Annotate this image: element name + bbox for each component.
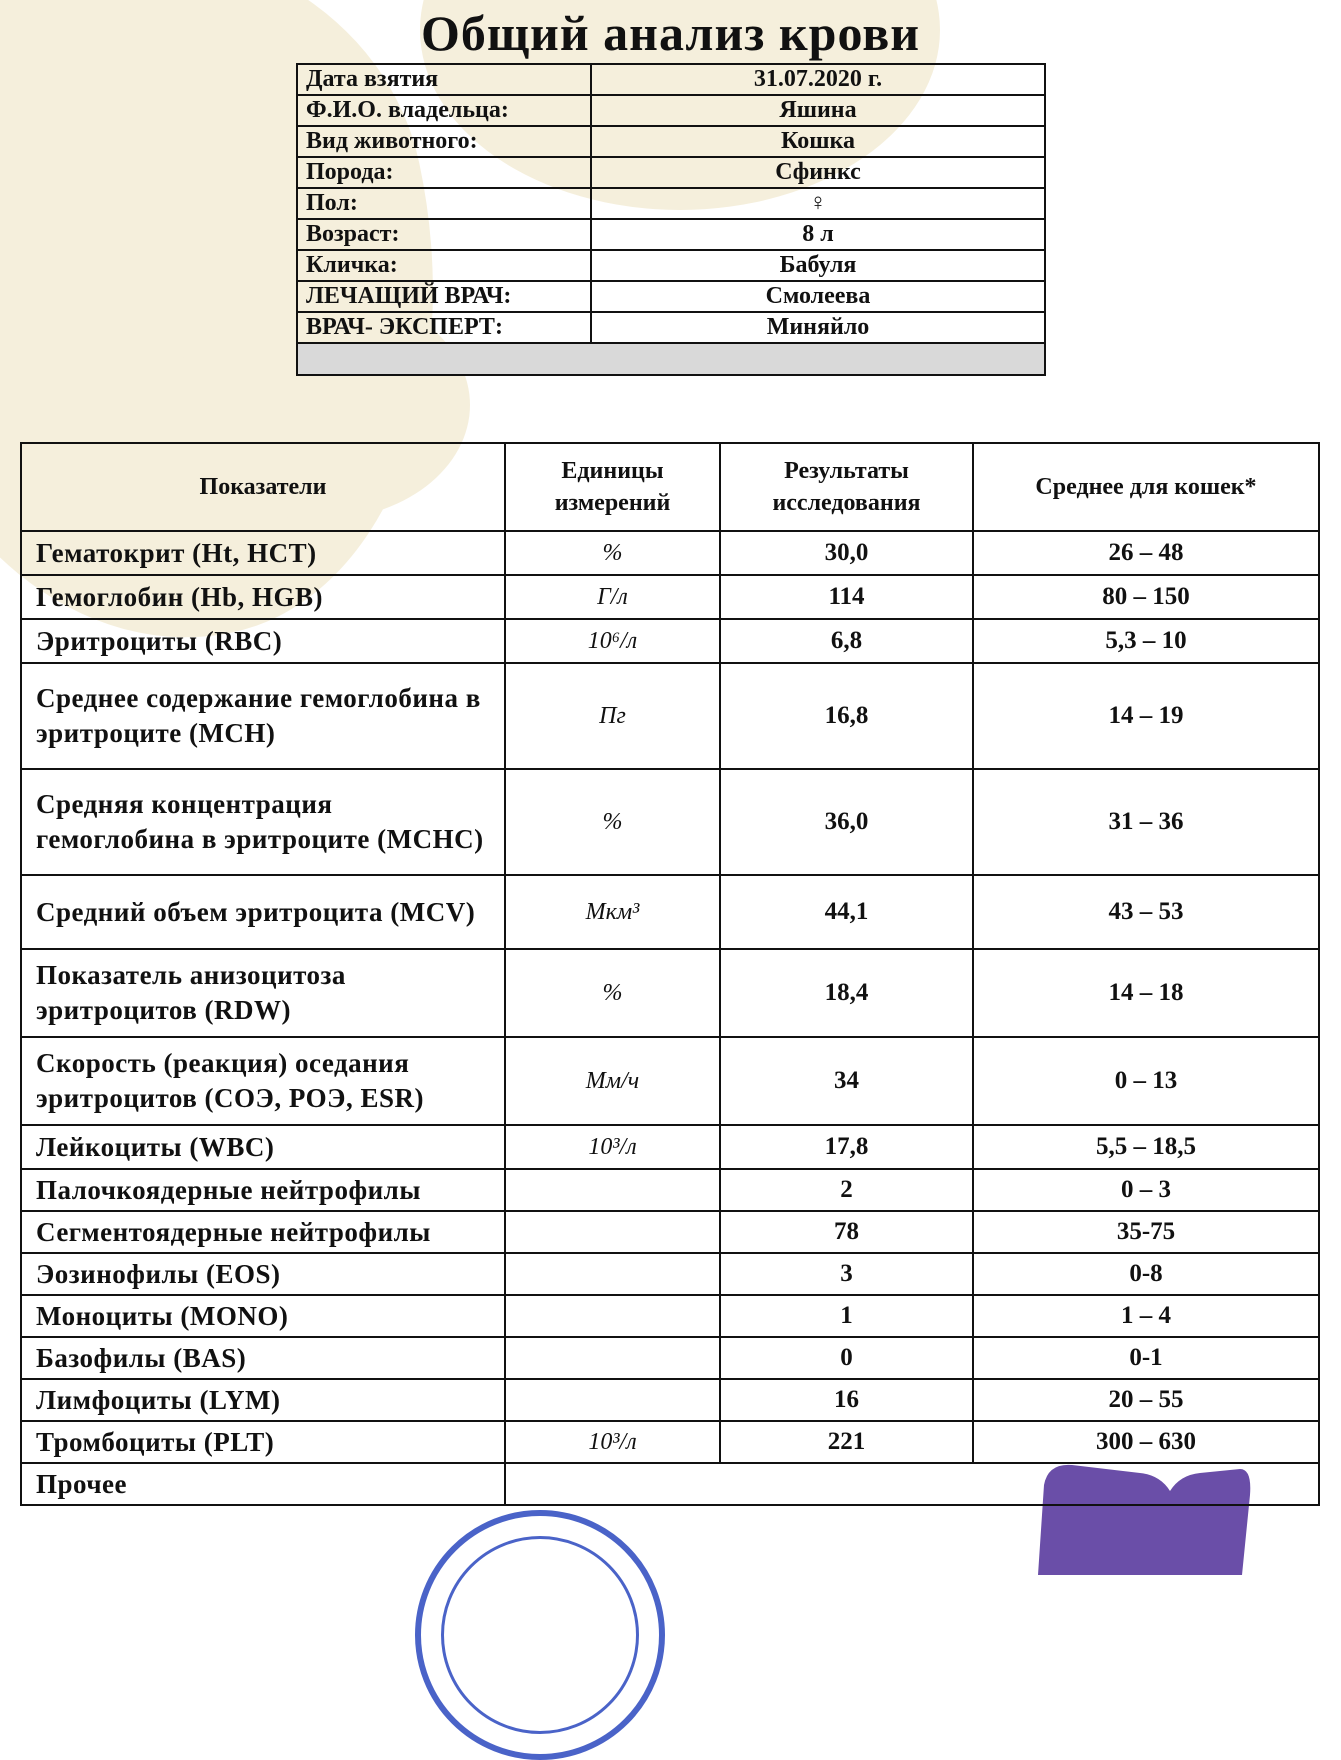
- indicator-name: Тромбоциты (PLT): [21, 1421, 505, 1463]
- info-label: Дата взятия: [297, 64, 591, 95]
- header-reference: Среднее для кошек*: [973, 443, 1319, 531]
- reference-cell: 0 – 13: [973, 1037, 1319, 1125]
- table-row: [21, 663, 1319, 769]
- reference-cell: 31 – 36: [973, 769, 1319, 875]
- result-cell: 6,8: [720, 619, 973, 663]
- table-row: [21, 1421, 1319, 1463]
- unit-cell: [505, 1379, 720, 1421]
- stamp-seal: [415, 1510, 665, 1760]
- result-cell: 1: [720, 1295, 973, 1337]
- info-value: 8 л: [591, 219, 1045, 250]
- table-row: [21, 949, 1319, 1037]
- info-label: ЛЕЧАЩИЙ ВРАЧ:: [297, 281, 591, 312]
- result-cell: 0: [720, 1337, 973, 1379]
- info-value: Бабуля: [591, 250, 1045, 281]
- info-label: Пол:: [297, 188, 591, 219]
- unit-cell: [505, 1253, 720, 1295]
- result-cell: 30,0: [720, 531, 973, 575]
- unit-cell: 10³/л: [505, 1421, 720, 1463]
- info-label: ВРАЧ- ЭКСПЕРТ:: [297, 312, 591, 343]
- result-cell: 221: [720, 1421, 973, 1463]
- reference-cell: 0-1: [973, 1337, 1319, 1379]
- unit-cell: %: [505, 769, 720, 875]
- unit-cell: %: [505, 949, 720, 1037]
- result-cell: 34: [720, 1037, 973, 1125]
- reference-cell: 0 – 3: [973, 1169, 1319, 1211]
- info-value: Кошка: [591, 126, 1045, 157]
- table-row: [21, 1125, 1319, 1169]
- reference-cell: 5,3 – 10: [973, 619, 1319, 663]
- info-row: [297, 64, 1045, 95]
- table-row: [21, 1037, 1319, 1125]
- indicator-name: Моноциты (MONO): [21, 1295, 505, 1337]
- other-value: [505, 1463, 1319, 1505]
- result-cell: 3: [720, 1253, 973, 1295]
- unit-cell: Пг: [505, 663, 720, 769]
- result-cell: 78: [720, 1211, 973, 1253]
- indicator-name: Лимфоциты (LYM): [21, 1379, 505, 1421]
- indicator-name: Сегментоядерные нейтрофилы: [21, 1211, 505, 1253]
- result-cell: 114: [720, 575, 973, 619]
- table-row: [21, 1379, 1319, 1421]
- info-value: Сфинкс: [591, 157, 1045, 188]
- blank-cell: [297, 343, 1045, 375]
- table-row: [21, 769, 1319, 875]
- unit-cell: [505, 1169, 720, 1211]
- reference-cell: 26 – 48: [973, 531, 1319, 575]
- table-row: [21, 1211, 1319, 1253]
- info-row: [297, 281, 1045, 312]
- info-row: [297, 219, 1045, 250]
- reference-cell: 14 – 18: [973, 949, 1319, 1037]
- result-cell: 16,8: [720, 663, 973, 769]
- unit-cell: Мм/ч: [505, 1037, 720, 1125]
- info-row: [297, 188, 1045, 219]
- table-row: [21, 1253, 1319, 1295]
- table-row: [21, 1169, 1319, 1211]
- reference-cell: 20 – 55: [973, 1379, 1319, 1421]
- indicator-name: Средняя концентрация гемоглобина в эритроците (MCHC): [21, 769, 505, 875]
- unit-cell: [505, 1211, 720, 1253]
- indicator-name: Гемоглобин (Hb, HGB): [21, 575, 505, 619]
- info-label: Ф.И.О. владельца:: [297, 95, 591, 126]
- reference-cell: 35-75: [973, 1211, 1319, 1253]
- reference-cell: 43 – 53: [973, 875, 1319, 949]
- header-unit: Единицы измерений: [505, 443, 720, 531]
- indicator-name: Базофилы (BAS): [21, 1337, 505, 1379]
- unit-cell: Мкм³: [505, 875, 720, 949]
- info-row: [297, 312, 1045, 343]
- table-row: [21, 875, 1319, 949]
- indicator-name: Среднее содержание гемоглобина в эритроците (MCH): [21, 663, 505, 769]
- page-title: Общий анализ крови: [420, 5, 921, 61]
- indicator-name: Эритроциты (RBC): [21, 619, 505, 663]
- indicator-name: Скорость (реакция) оседания эритроцитов (СОЭ, РОЭ, ESR): [21, 1037, 505, 1125]
- patient-info-table: [296, 63, 1046, 376]
- indicator-name: Лейкоциты (WBC): [21, 1125, 505, 1169]
- info-row-blank: [297, 343, 1045, 375]
- table-row: [21, 1295, 1319, 1337]
- info-value: Яшина: [591, 95, 1045, 126]
- indicator-name: Палочкоядерные нейтрофилы: [21, 1169, 505, 1211]
- reference-cell: 80 – 150: [973, 575, 1319, 619]
- table-row: [21, 619, 1319, 663]
- reference-cell: 1 – 4: [973, 1295, 1319, 1337]
- info-label: Вид животного:: [297, 126, 591, 157]
- result-cell: 36,0: [720, 769, 973, 875]
- info-row: [297, 250, 1045, 281]
- unit-cell: [505, 1337, 720, 1379]
- info-row: [297, 157, 1045, 188]
- info-value: 31.07.2020 г.: [591, 64, 1045, 95]
- info-label: Возраст:: [297, 219, 591, 250]
- table-row: [21, 531, 1319, 575]
- stamp-inner-ring: [441, 1536, 639, 1734]
- result-cell: 16: [720, 1379, 973, 1421]
- table-row-other: [21, 1463, 1319, 1505]
- result-cell: 44,1: [720, 875, 973, 949]
- result-cell: 17,8: [720, 1125, 973, 1169]
- info-label: Кличка:: [297, 250, 591, 281]
- unit-cell: [505, 1295, 720, 1337]
- table-row: [21, 1337, 1319, 1379]
- unit-cell: Г/л: [505, 575, 720, 619]
- other-label: Прочее: [21, 1463, 505, 1505]
- female-sex-icon: ♀: [591, 188, 1045, 219]
- reference-cell: 14 – 19: [973, 663, 1319, 769]
- unit-cell: %: [505, 531, 720, 575]
- info-row: [297, 95, 1045, 126]
- reference-cell: 5,5 – 18,5: [973, 1125, 1319, 1169]
- indicator-name: Средний объем эритроцита (MCV): [21, 875, 505, 949]
- result-cell: 18,4: [720, 949, 973, 1037]
- header-indicator: Показатели: [21, 443, 505, 531]
- info-value: Миняйло: [591, 312, 1045, 343]
- unit-cell: 10³/л: [505, 1125, 720, 1169]
- unit-cell: 10⁶/л: [505, 619, 720, 663]
- header-result: Результаты исследования: [720, 443, 973, 531]
- table-row: [21, 575, 1319, 619]
- reference-cell: 300 – 630: [973, 1421, 1319, 1463]
- result-cell: 2: [720, 1169, 973, 1211]
- info-value: Смолеева: [591, 281, 1045, 312]
- results-table: [20, 442, 1320, 1506]
- indicator-name: Показатель анизоцитоза эритроцитов (RDW): [21, 949, 505, 1037]
- info-row: [297, 126, 1045, 157]
- info-label: Порода:: [297, 157, 591, 188]
- reference-cell: 0-8: [973, 1253, 1319, 1295]
- indicator-name: Эозинофилы (EOS): [21, 1253, 505, 1295]
- indicator-name: Гематокрит (Ht, HCT): [21, 531, 505, 575]
- table-header-row: [21, 443, 1319, 531]
